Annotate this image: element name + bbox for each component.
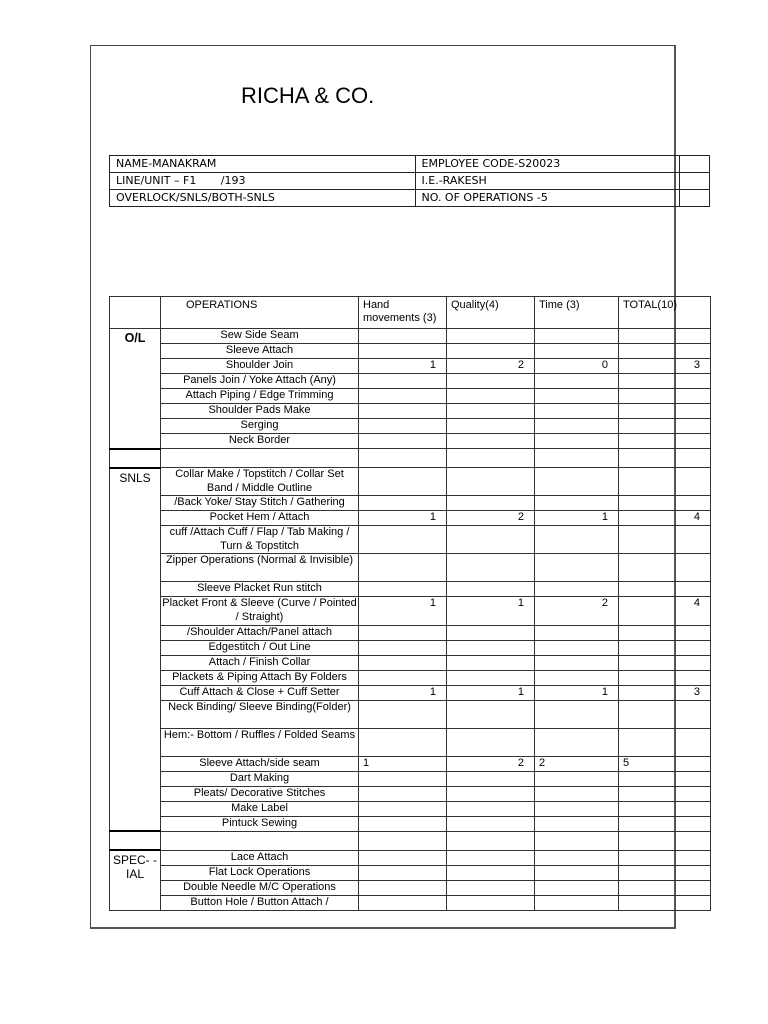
time-value [535, 728, 619, 756]
table-row [110, 850, 711, 865]
operation-name: /Shoulder Attach/Panel attach [161, 625, 359, 640]
table-row [110, 582, 711, 597]
hand-movements-value: 1 [359, 597, 447, 625]
hand-movements-value [359, 389, 447, 404]
operation-name: Cuff Attach & Close + Cuff Setter [161, 685, 359, 700]
hand-movements-value: 1 [359, 756, 447, 771]
total-value [619, 582, 711, 597]
operation-name: Panels Join / Yoke Attach (Any) [161, 374, 359, 389]
hand-movements-value [359, 728, 447, 756]
table-row [110, 419, 711, 434]
quality-value [447, 655, 535, 670]
table-row [110, 496, 711, 511]
info-row [110, 156, 710, 173]
total-value [619, 496, 711, 511]
quality-value [447, 816, 535, 831]
total-value [619, 670, 711, 685]
time-value [535, 374, 619, 389]
total-value [619, 625, 711, 640]
separator-cell [535, 449, 619, 468]
company-title: RICHA & CO. [241, 83, 375, 108]
line-unit: LINE/UNIT – F1 /193 [110, 173, 416, 190]
separator-row [110, 831, 711, 850]
table-row [110, 895, 711, 910]
operation-name: Pleats/ Decorative Stitches [161, 786, 359, 801]
table-row [110, 700, 711, 728]
separator-cell [161, 449, 359, 468]
hand-movements-value [359, 640, 447, 655]
operation-name: Serging [161, 419, 359, 434]
hand-movements-value: 1 [359, 511, 447, 526]
total-value [619, 816, 711, 831]
table-row [110, 554, 711, 582]
total-value [619, 771, 711, 786]
time-value [535, 865, 619, 880]
operation-name: Edgestitch / Out Line [161, 640, 359, 655]
hand-movements-value [359, 700, 447, 728]
total-value [619, 374, 711, 389]
time-value [535, 554, 619, 582]
time-value [535, 468, 619, 496]
quality-value [447, 850, 535, 865]
hand-movements-value [359, 526, 447, 554]
table-row [110, 344, 711, 359]
time-value [535, 389, 619, 404]
hand-movements-value [359, 582, 447, 597]
table-row [110, 640, 711, 655]
quality-value [447, 700, 535, 728]
operation-name: Button Hole / Button Attach / [161, 895, 359, 910]
total-value: 3 [619, 685, 711, 700]
hand-movements-header: Hand movements (3) [359, 297, 447, 329]
quality-value [447, 554, 535, 582]
operation-name: Sleeve Attach/side seam [161, 756, 359, 771]
number-of-operations: NO. OF OPERATIONS -5 [415, 190, 680, 207]
employee-name: NAME-MANAKRAM [110, 156, 416, 173]
quality-value [447, 329, 535, 344]
hand-movements-value [359, 554, 447, 582]
hand-movements-value [359, 419, 447, 434]
operation-name: Neck Binding/ Sleeve Binding(Folder) [161, 700, 359, 728]
header-row [110, 297, 711, 329]
hand-movements-value [359, 895, 447, 910]
info-blank-cell [680, 156, 710, 173]
time-value [535, 700, 619, 728]
hand-movements-value [359, 786, 447, 801]
quality-value: 2 [447, 756, 535, 771]
table-row [110, 728, 711, 756]
quality-value: 1 [447, 597, 535, 625]
hand-movements-value [359, 344, 447, 359]
quality-value: 2 [447, 359, 535, 374]
total-value [619, 865, 711, 880]
separator-cell [359, 831, 447, 850]
table-row [110, 374, 711, 389]
total-value [619, 700, 711, 728]
total-value [619, 434, 711, 449]
separator-cell [535, 831, 619, 850]
operation-name: Plackets & Piping Attach By Folders [161, 670, 359, 685]
time-value [535, 880, 619, 895]
time-value [535, 640, 619, 655]
operation-name: Collar Make / Topstitch / Collar Set Band / Middle Outline [161, 468, 359, 496]
operation-name: Placket Front & Sleeve (Curve / Pointed / Straight) [161, 597, 359, 625]
total-value [619, 526, 711, 554]
time-value [535, 850, 619, 865]
total-header: TOTAL(10) [619, 297, 711, 329]
total-value [619, 801, 711, 816]
operation-name: Dart Making [161, 771, 359, 786]
table-row [110, 434, 711, 449]
time-value [535, 329, 619, 344]
time-value [535, 526, 619, 554]
hand-movements-value [359, 329, 447, 344]
quality-value [447, 496, 535, 511]
total-value [619, 728, 711, 756]
time-value [535, 895, 619, 910]
time-value: 1 [535, 685, 619, 700]
total-value [619, 419, 711, 434]
total-value [619, 786, 711, 801]
total-value [619, 640, 711, 655]
operation-name: Attach Piping / Edge Trimming [161, 389, 359, 404]
category-label-ol: O/L [110, 329, 161, 449]
hand-movements-value [359, 865, 447, 880]
total-value [619, 344, 711, 359]
operation-name: Sleeve Placket Run stitch [161, 582, 359, 597]
separator-row [110, 449, 711, 468]
operation-name: Hem:- Bottom / Ruffles / Folded Seams [161, 728, 359, 756]
quality-value [447, 468, 535, 496]
quality-value [447, 801, 535, 816]
total-value [619, 895, 711, 910]
category-header [110, 297, 161, 329]
total-value [619, 389, 711, 404]
quality-value [447, 786, 535, 801]
table-row [110, 468, 711, 496]
time-value [535, 625, 619, 640]
info-row [110, 190, 710, 207]
operation-name: Pintuck Sewing [161, 816, 359, 831]
table-row [110, 389, 711, 404]
hand-movements-value [359, 850, 447, 865]
time-value [535, 801, 619, 816]
quality-value [447, 526, 535, 554]
time-value [535, 786, 619, 801]
operation-name: Shoulder Pads Make [161, 404, 359, 419]
operation-name: Neck Border [161, 434, 359, 449]
hand-movements-value: 1 [359, 685, 447, 700]
separator-cell [619, 449, 711, 468]
time-value [535, 670, 619, 685]
table-row [110, 771, 711, 786]
quality-value [447, 640, 535, 655]
quality-value [447, 582, 535, 597]
total-value [619, 850, 711, 865]
table-row [110, 865, 711, 880]
hand-movements-value: 1 [359, 359, 447, 374]
employee-code: EMPLOYEE CODE-S20023 [415, 156, 680, 173]
quality-value [447, 374, 535, 389]
separator-cell [447, 831, 535, 850]
total-value [619, 655, 711, 670]
separator-cell [619, 831, 711, 850]
table-row [110, 625, 711, 640]
quality-value: 1 [447, 685, 535, 700]
operation-name: Sleeve Attach [161, 344, 359, 359]
quality-value [447, 670, 535, 685]
operation-name: cuff /Attach Cuff / Flap / Tab Making / Turn & Topstitch [161, 526, 359, 554]
operation-name: Sew Side Seam [161, 329, 359, 344]
total-value: 5 [619, 756, 711, 771]
operation-name: Attach / Finish Collar [161, 655, 359, 670]
table-row [110, 786, 711, 801]
table-row [110, 801, 711, 816]
separator-cell [110, 831, 161, 850]
quality-value [447, 880, 535, 895]
quality-value [447, 625, 535, 640]
table-row [110, 670, 711, 685]
time-value [535, 496, 619, 511]
employee-info-table [109, 155, 710, 207]
total-value: 4 [619, 511, 711, 526]
time-header: Time (3) [535, 297, 619, 329]
time-value: 2 [535, 756, 619, 771]
operations-table [109, 296, 711, 911]
quality-header: Quality(4) [447, 297, 535, 329]
hand-movements-value [359, 801, 447, 816]
time-value [535, 655, 619, 670]
time-value [535, 419, 619, 434]
hand-movements-value [359, 374, 447, 389]
table-row [110, 526, 711, 554]
table-row [110, 511, 711, 526]
total-value [619, 880, 711, 895]
hand-movements-value [359, 434, 447, 449]
total-value [619, 468, 711, 496]
operation-name: Shoulder Join [161, 359, 359, 374]
operations-header: OPERATIONS [161, 297, 359, 329]
time-value: 0 [535, 359, 619, 374]
quality-value [447, 865, 535, 880]
quality-value: 2 [447, 511, 535, 526]
quality-value [447, 389, 535, 404]
quality-value [447, 344, 535, 359]
table-row [110, 597, 711, 625]
total-value: 3 [619, 359, 711, 374]
operation-name: Pocket Hem / Attach [161, 511, 359, 526]
separator-cell [161, 831, 359, 850]
time-value [535, 771, 619, 786]
separator-cell [447, 449, 535, 468]
total-value [619, 404, 711, 419]
quality-value [447, 895, 535, 910]
time-value [535, 816, 619, 831]
table-row [110, 756, 711, 771]
table-row [110, 880, 711, 895]
machine-type: OVERLOCK/SNLS/BOTH-SNLS [110, 190, 416, 207]
table-row [110, 329, 711, 344]
separator-cell [359, 449, 447, 468]
time-value [535, 344, 619, 359]
table-row [110, 404, 711, 419]
quality-value [447, 404, 535, 419]
operation-name: Lace Attach [161, 850, 359, 865]
info-blank-cell [680, 190, 710, 207]
info-blank-cell [680, 173, 710, 190]
total-value [619, 329, 711, 344]
operation-name: Make Label [161, 801, 359, 816]
hand-movements-value [359, 816, 447, 831]
total-value: 4 [619, 597, 711, 625]
time-value [535, 404, 619, 419]
operation-name: Double Needle M/C Operations [161, 880, 359, 895]
time-value: 1 [535, 511, 619, 526]
operation-name: /Back Yoke/ Stay Stitch / Gathering [161, 496, 359, 511]
operation-name: Zipper Operations (Normal & Invisible) [161, 554, 359, 582]
info-row [110, 173, 710, 190]
category-label-special: SPEC- -IAL [110, 850, 161, 910]
time-value: 2 [535, 597, 619, 625]
hand-movements-value [359, 771, 447, 786]
hand-movements-value [359, 404, 447, 419]
separator-cell [110, 449, 161, 468]
quality-value [447, 419, 535, 434]
hand-movements-value [359, 625, 447, 640]
table-row [110, 655, 711, 670]
hand-movements-value [359, 880, 447, 895]
quality-value [447, 434, 535, 449]
quality-value [447, 771, 535, 786]
hand-movements-value [359, 655, 447, 670]
hand-movements-value [359, 670, 447, 685]
table-row [110, 816, 711, 831]
hand-movements-value [359, 468, 447, 496]
category-label-snls: SNLS [110, 468, 161, 832]
table-row [110, 359, 711, 374]
hand-movements-value [359, 496, 447, 511]
industrial-engineer: I.E.-RAKESH [415, 173, 680, 190]
time-value [535, 582, 619, 597]
operation-name: Flat Lock Operations [161, 865, 359, 880]
quality-value [447, 728, 535, 756]
total-value [619, 554, 711, 582]
time-value [535, 434, 619, 449]
table-row [110, 685, 711, 700]
